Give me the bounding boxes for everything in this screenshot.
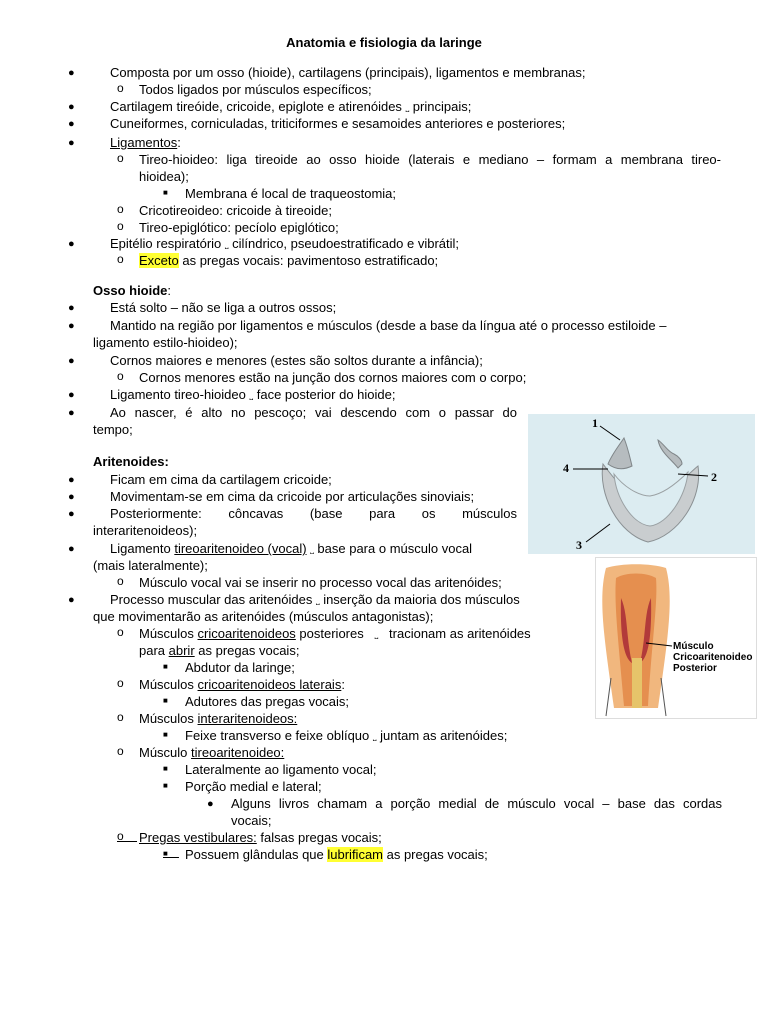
bullet-icon: ● (68, 474, 75, 486)
bullet-icon: ● (68, 137, 75, 149)
square-bullet-icon: ■ (163, 764, 168, 773)
bullet-icon: ● (68, 407, 75, 419)
figure-label: 4 (563, 461, 569, 475)
square-bullet-icon: ■ (163, 696, 168, 705)
list-item: Tireo-epiglótico: pecíolo epiglótico; (139, 220, 339, 235)
list-item: Abdutor da laringe; (185, 660, 295, 675)
arrow-icon: ⎵ (315, 595, 320, 606)
list-item: Ao nascer, é alto no pescoço; vai descendo com o passar do (110, 405, 517, 420)
bullet-icon: ● (68, 355, 75, 367)
bullet-icon: ● (68, 389, 75, 401)
circle-bullet-icon: o (117, 829, 138, 843)
arrow-icon: ⎵ (374, 629, 379, 640)
bullet-icon: ● (68, 594, 75, 606)
list-item: Lateralmente ao ligamento vocal; (185, 762, 377, 777)
list-item-continuation: para abrir as pregas vocais; (139, 643, 300, 658)
list-item: Músculos interaritenoideos: (139, 711, 298, 726)
list-item: Movimentam-se em cima da cricoide por articulações sinoviais; (110, 489, 475, 504)
arrow-icon: ⎵ (372, 731, 377, 742)
circle-bullet-icon: o (117, 81, 124, 95)
square-bullet-icon: ■ (163, 662, 168, 671)
circle-bullet-icon: o (117, 151, 124, 165)
list-item: Cornos menores estão na junção dos cornos maiores com o corpo; (139, 370, 527, 385)
bullet-icon: ● (68, 238, 75, 250)
list-item: Exceto as pregas vocais: pavimentoso estratificado; (139, 253, 439, 268)
list-item: Está solto – não se liga a outros ossos; (110, 300, 337, 315)
circle-bullet-icon: o (117, 219, 124, 233)
leader-line (586, 524, 610, 542)
figure-label: 2 (711, 470, 717, 484)
circle-bullet-icon: o (117, 710, 124, 724)
list-item: Membrana é local de traqueostomia; (185, 186, 397, 201)
circle-bullet-icon: o (117, 252, 124, 266)
larynx-illustration (596, 558, 756, 718)
list-item-continuation: vocais; (231, 813, 272, 828)
list-item: Processo muscular das aritenóides ⎵ inserção da maioria dos músculos (110, 591, 520, 609)
cartilage-illustration (528, 414, 755, 554)
list-item: Cartilagem tireóide, cricoide, epiglote e atirenóides ⎵ principais; (110, 98, 471, 116)
bullet-icon: ● (68, 491, 75, 503)
circle-bullet-icon: o (117, 202, 124, 216)
list-item: Composta por um osso (hioide), cartilagens (principais), ligamentos e membranas; (110, 65, 586, 80)
list-item: Músculo vocal vai se inserir no processo vocal das aritenóides; (139, 575, 502, 590)
list-item: Feixe transverso e feixe oblíquo ⎵ juntam as aritenóides; (185, 727, 507, 745)
list-item: Todos ligados por músculos específicos; (139, 82, 372, 97)
list-item: Ligamento tireoaritenoideo (vocal) ⎵ base para o músculo vocal (110, 540, 472, 558)
list-item: Ligamentos: (110, 135, 181, 150)
list-item: Cricotireoideo: cricoide à tireoide; (139, 203, 332, 218)
list-item: Músculos cricoaritenoideos posteriores ⎵ tracionam as aritenóides (139, 625, 531, 643)
page-title: Anatomia e fisiologia da laringe (286, 35, 482, 50)
list-item: Possuem glândulas que lubrificam as pregas vocais; (185, 847, 488, 862)
list-item-continuation: interaritenoideos); (93, 523, 198, 538)
arrow-icon: ⎵ (224, 239, 229, 250)
list-item-continuation: (mais lateralmente); (93, 558, 208, 573)
bullet-icon: ● (68, 302, 75, 314)
arrow-icon: ⎵ (249, 390, 254, 401)
list-item-continuation: ligamento estilo-hioideo); (93, 335, 238, 350)
list-item: Pregas vestibulares: falsas pregas vocais; (139, 830, 382, 845)
list-item: Porção medial e lateral; (185, 779, 322, 794)
figure-arytenoid-cartilage (528, 414, 755, 554)
list-item-continuation: tempo; (93, 422, 133, 437)
list-item: Músculos cricoaritenoideos laterais: (139, 677, 345, 692)
section-heading-osso-hioide: Osso hioide: (93, 283, 172, 298)
bullet-icon: ● (68, 508, 75, 520)
list-item: Ligamento tireo-hioideo ⎵ face posterior do hioide; (110, 386, 396, 404)
list-item: Tireo-hioideo: liga tireoide ao osso hioide (laterais e mediano – formam a membrana tireo- (139, 152, 721, 167)
list-item: Cuneiformes, corniculadas, triticiformes e sesamoides anteriores e posteriores; (110, 116, 566, 131)
bullet-icon: ● (68, 543, 75, 555)
square-bullet-icon: ■ (163, 781, 168, 790)
bullet-icon: ● (68, 101, 75, 113)
bullet-icon: ● (68, 67, 75, 79)
bullet-icon: ● (68, 320, 75, 332)
circle-bullet-icon: o (117, 744, 124, 758)
list-item: Posteriormente: côncavas (base para os músculos (110, 506, 517, 521)
figure-label: 3 (576, 538, 582, 552)
arrow-icon: ⎵ (310, 544, 314, 555)
list-item: Adutores das pregas vocais; (185, 694, 350, 709)
figure-label: 1 (592, 416, 598, 430)
bullet-icon: ● (207, 798, 214, 810)
list-item: Epitélio respiratório ⎵ cilíndrico, pseudoestratificado e vibrátil; (110, 235, 459, 253)
figure-posterior-cricoarytenoid (595, 557, 757, 719)
list-item-continuation: hioidea); (139, 169, 189, 184)
figure-caption: Músculo Cricoaritenoideo Posterior (673, 641, 753, 674)
list-item: Mantido na região por ligamentos e músculos (desde a base da língua até o processo estiloide – (110, 318, 667, 333)
arrow-icon: ⎵ (405, 102, 410, 113)
square-bullet-icon: ■ (163, 849, 179, 858)
list-item: Alguns livros chamam a porção medial de músculo vocal – base das cordas (231, 796, 722, 811)
square-bullet-icon: ■ (163, 730, 168, 739)
list-item: Cornos maiores e menores (estes são soltos durante a infância); (110, 353, 483, 368)
square-bullet-icon: ■ (163, 188, 168, 197)
circle-bullet-icon: o (117, 625, 124, 639)
list-item-continuation: que movimentarão as aritenóides (músculos antagonistas); (93, 609, 434, 624)
leader-line (600, 426, 620, 440)
bullet-icon: ● (68, 118, 75, 130)
circle-bullet-icon: o (117, 574, 124, 588)
list-item: Músculo tireoaritenoideo: (139, 745, 285, 760)
circle-bullet-icon: o (117, 676, 124, 690)
list-item: Ficam em cima da cartilagem cricoide; (110, 472, 332, 487)
circle-bullet-icon: o (117, 369, 124, 383)
section-heading-aritenoides: Aritenoides: (93, 454, 169, 469)
